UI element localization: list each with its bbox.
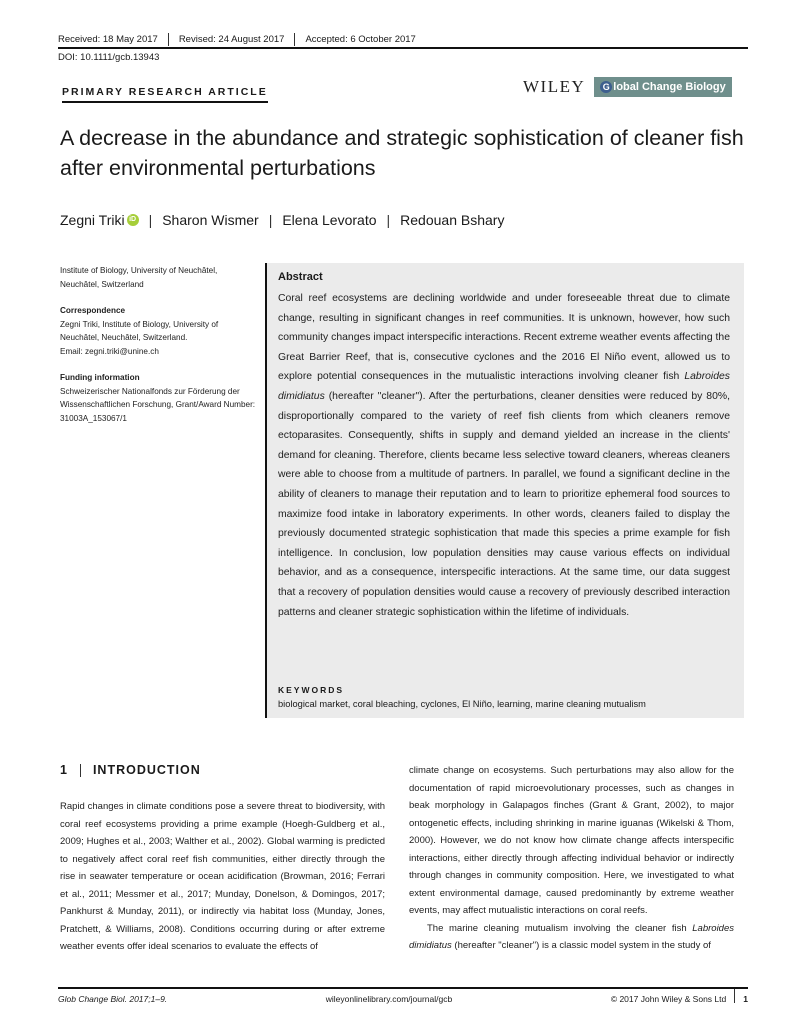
doi[interactable]: DOI: 10.1111/gcb.13943	[58, 52, 160, 63]
keywords-list: biological market, coral bleaching, cyclones, El Niño, learning, marine cleaning mutualism	[278, 699, 646, 709]
journal-url[interactable]: wileyonlinelibrary.com/journal/gcb	[325, 994, 453, 1004]
accepted-date: Accepted: 6 October 2017	[305, 33, 416, 45]
divider	[734, 989, 735, 1003]
keywords-heading: KEYWORDS	[278, 685, 345, 695]
paragraph: Rapid changes in climate conditions pose a severe threat to biodiversity, with coral reef ecosystems providing a prime example (Hoegh-Guldberg et al., 2009; Hughes et al., 2003; Walther et al., 2002). Global warming is predicted to negatively affect coral reef fish communities, either directly through the rise in seawater temperature or ocean acidification (Browman, 2016; Ferrari et al., 2011; Messmer et al., 2017; Munday, Donelson, & Domingos, 2017; Pankhurst & Munday, 2011), or indirectly via habitat loss (Munday, Jones, Pratchett, & Williams, 2008). Conditions occurring during or after extreme weather events offer ideal scenarios to evaluate the effects of	[60, 801, 385, 952]
funding-block	[60, 371, 256, 425]
article-title: A decrease in the abundance and strategic sophistication of cleaner fish after environmental perturbations	[60, 126, 744, 180]
author-info-sidebar	[60, 264, 256, 438]
author-name[interactable]: Redouan Bshary	[400, 212, 505, 228]
journal-globe-icon: G	[600, 81, 612, 93]
page-number: 1	[743, 994, 748, 1004]
divider	[294, 33, 295, 46]
paragraph-text: (hereafter "cleaner") is a classic model system in the study of	[451, 940, 711, 951]
author-name[interactable]: Zegni Triki	[60, 212, 125, 228]
page-footer	[58, 992, 748, 1006]
abstract-heading: Abstract	[278, 271, 323, 283]
abstract-text-part: (hereafter "cleaner"). After the perturbations, cleaner densities were reduced by 80%, disproportionally compared to the variety of reef fish clients from which cleaners remove ectoparasites. Consequently, shifts in supply and demand yielded an increase in the clients' demand for cleaning. Therefore, clients became less selective toward cleaners, whereas cleaners were able to choose from a multitude of partners. In parallel, we found a significant decline in the ability of cleaners to manage their reputation and to learn to prioritize ephemeral food sources to maximize food intake in laboratory experiments. In other words, cleaners failed to display the previously documented strategic sophistication that made this species a prime example for fish intelligence. In conclusion, low population densities may cause various effects on individual behavior, and as a consequence, interspecific interactions. At the same time, our data suggest that a recovery of population densities would cause a recovery of previously described interaction patterns and cleaner strategic sophistication within the lifetime of individuals.	[278, 390, 730, 618]
paragraph: climate change on ecosystems. Such perturbations may also allow for the documentation of rapid microevolutionary processes, such as changes in beak morphology in Galapagos finches (Grant & Grant, 2002), to major ontogenetic effects, including shrinking in marine iguanas (Wikelski & Thom, 2000). However, we do not know how climate change affects interspecific interactions, either directly through affecting individual behavior or indirectly through changes in community composition. Here, we investigated to what extent environmental damage, caused predominantly by extreme weather events, may affect mutualistic interactions on coral reefs.	[409, 765, 734, 916]
publisher-logo: WILEY	[523, 77, 586, 96]
journal-reference: Glob Change Biol. 2017;1–9.	[58, 994, 168, 1004]
body-column-left	[60, 798, 385, 956]
top-rule	[58, 47, 748, 49]
section-heading	[60, 763, 201, 777]
body-column-right	[409, 762, 734, 955]
publication-dates	[58, 32, 738, 46]
divider	[80, 764, 81, 777]
divider	[168, 33, 169, 46]
affiliation: Institute of Biology, University of Neuchâtel, Neuchâtel, Switzerland	[60, 266, 218, 289]
author-list	[60, 212, 504, 228]
abstract-text	[278, 289, 730, 622]
received-date: Received: 18 May 2017	[58, 33, 158, 45]
section-title: INTRODUCTION	[92, 763, 201, 777]
author-name[interactable]: Sharon Wismer	[162, 212, 259, 228]
correspondence-text: Zegni Triki, Institute of Biology, University of Neuchâtel, Neuchâtel, Switzerland.	[60, 319, 219, 342]
funding-text: Schweizerischer Nationalfonds zur Förderung der Wissenschaftlichen Forschung, Grant/Award Number: 31003A_153067/1	[60, 386, 256, 423]
paragraph-text: The marine cleaning mutualism involving the cleaner fish	[427, 922, 693, 934]
author-name[interactable]: Elena Levorato	[282, 212, 377, 228]
correspondence-heading: Correspondence	[60, 306, 126, 315]
author-separator: |	[268, 212, 273, 228]
journal-badge-label: lobal Change Biology	[613, 81, 726, 93]
species-name: Labroides dimidiatus	[278, 371, 730, 402]
footer-right	[611, 992, 748, 1006]
species-name: Labroides dimidiatus	[409, 922, 734, 951]
funding-heading: Funding information	[60, 373, 140, 382]
correspondence-email[interactable]: Email: zegni.triki@unine.ch	[60, 346, 159, 356]
journal-badge	[594, 77, 732, 97]
bottom-rule	[58, 987, 748, 989]
abstract-text-part: Coral reef ecosystems are declining worldwide and under foreseeable threat due to climate change, resulting in significant changes in reef communities. It is unknown, however, how such community changes impact interspecific interactions. Recent extreme weather events affecting the Great Barrier Reef, that is, consecutive cyclones and the 2016 El Niño event, allowed us to explore potential consequences in the mutualistic interactions involving cleaner fish	[278, 293, 730, 383]
paragraph	[409, 920, 734, 955]
copyright: © 2017 John Wiley & Sons Ltd	[610, 994, 727, 1004]
correspondence-block	[60, 304, 256, 358]
author-separator: |	[386, 212, 391, 228]
article-type: PRIMARY RESEARCH ARTICLE	[62, 86, 268, 103]
section-number: 1	[60, 763, 68, 777]
revised-date: Revised: 24 August 2017	[178, 33, 285, 45]
orcid-icon[interactable]: iD	[127, 214, 139, 226]
author-separator: |	[148, 212, 153, 228]
